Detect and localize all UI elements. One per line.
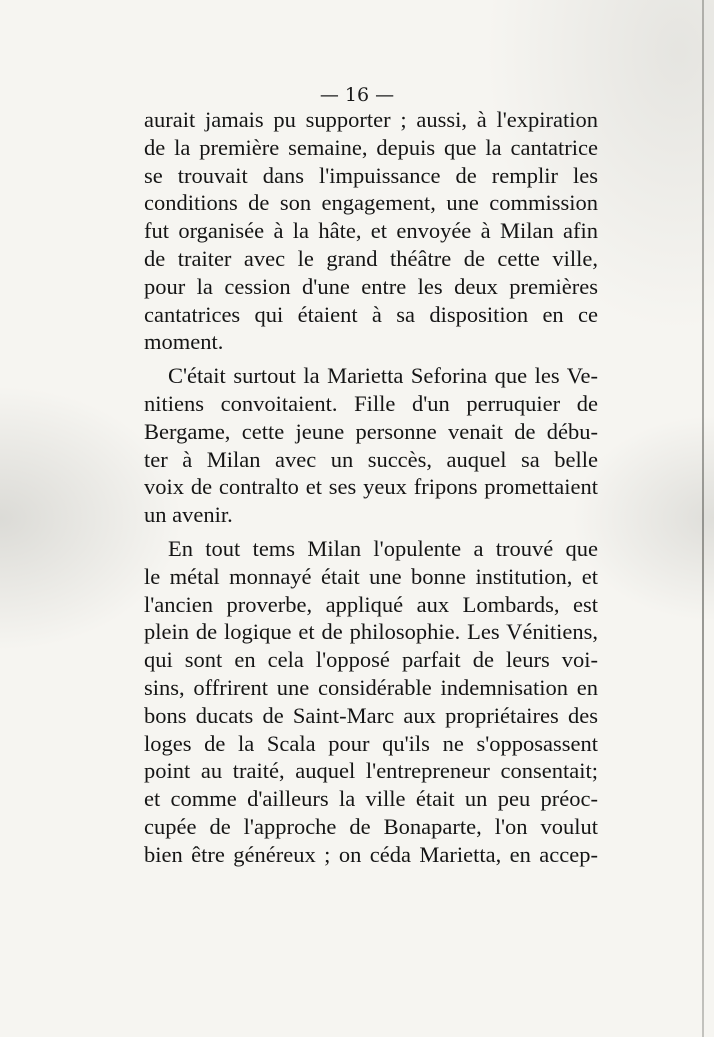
page-edge-shadow (702, 0, 704, 1037)
text-line: un avenir. (144, 502, 233, 528)
text-line: nitiens convoitaient. Fille d'un perruquier de (144, 390, 598, 416)
text-line: fut organisée à la hâte, et envoyée à Milan afin (144, 218, 598, 244)
text-line: qui sont en cela l'opposé parfait de leurs voi- (144, 647, 598, 673)
text-line: aurait jamais pu supporter ; aussi, à l'expiration (144, 107, 598, 132)
page-number: — 16 — (319, 84, 395, 106)
text-line: pour la cession d'une entre les deux premières (144, 273, 598, 299)
paragraph (144, 535, 598, 869)
text-line: et comme d'ailleurs la ville était un peu préoc- (144, 786, 598, 812)
text-line: voix de contralto et ses yeux fripons promettaient (144, 474, 598, 500)
paragraph (144, 106, 598, 356)
text-line: l'ancien proverbe, appliqué aux Lombards, est (144, 591, 598, 617)
text-line: le métal monnayé était une bonne institution, et (144, 563, 598, 589)
text-line: C'était surtout la Marietta Seforina que les Ve- (168, 363, 598, 389)
text-line: se trouvait dans l'impuissance de remplir les (144, 162, 598, 188)
text-line: cantatrices qui étaient à sa disposition en ce (144, 301, 598, 327)
text-line: bons ducats de Saint-Marc aux propriétaires des (144, 702, 598, 728)
text-line: conditions de son engagement, une commission (144, 190, 598, 216)
text-line: bien être généreux ; on céda Marietta, en accep- (144, 841, 598, 867)
text-line: Bergame, cette jeune personne venait de débu- (144, 418, 598, 444)
paragraph (144, 362, 598, 529)
text-line: sins, offrirent une considérable indemnisation en (144, 674, 598, 700)
text-line: cupée de l'approche de Bonaparte, l'on voulut (144, 813, 598, 839)
text-line: point au traité, auquel l'entrepreneur consentait; (144, 758, 598, 784)
body-text (144, 106, 598, 869)
text-line: loges de la Scala pour qu'ils ne s'opposassent (144, 730, 598, 756)
text-line: de la première semaine, depuis que la cantatrice (144, 134, 598, 160)
text-line: de traiter avec le grand théâtre de cette ville, (144, 245, 598, 271)
text-line: ter à Milan avec un succès, auquel sa belle (144, 446, 598, 472)
text-line: moment. (144, 329, 224, 355)
text-line: plein de logique et de philosophie. Les Vénitiens, (144, 619, 598, 645)
text-line: En tout tems Milan l'opulente a trouvé que (168, 535, 598, 561)
